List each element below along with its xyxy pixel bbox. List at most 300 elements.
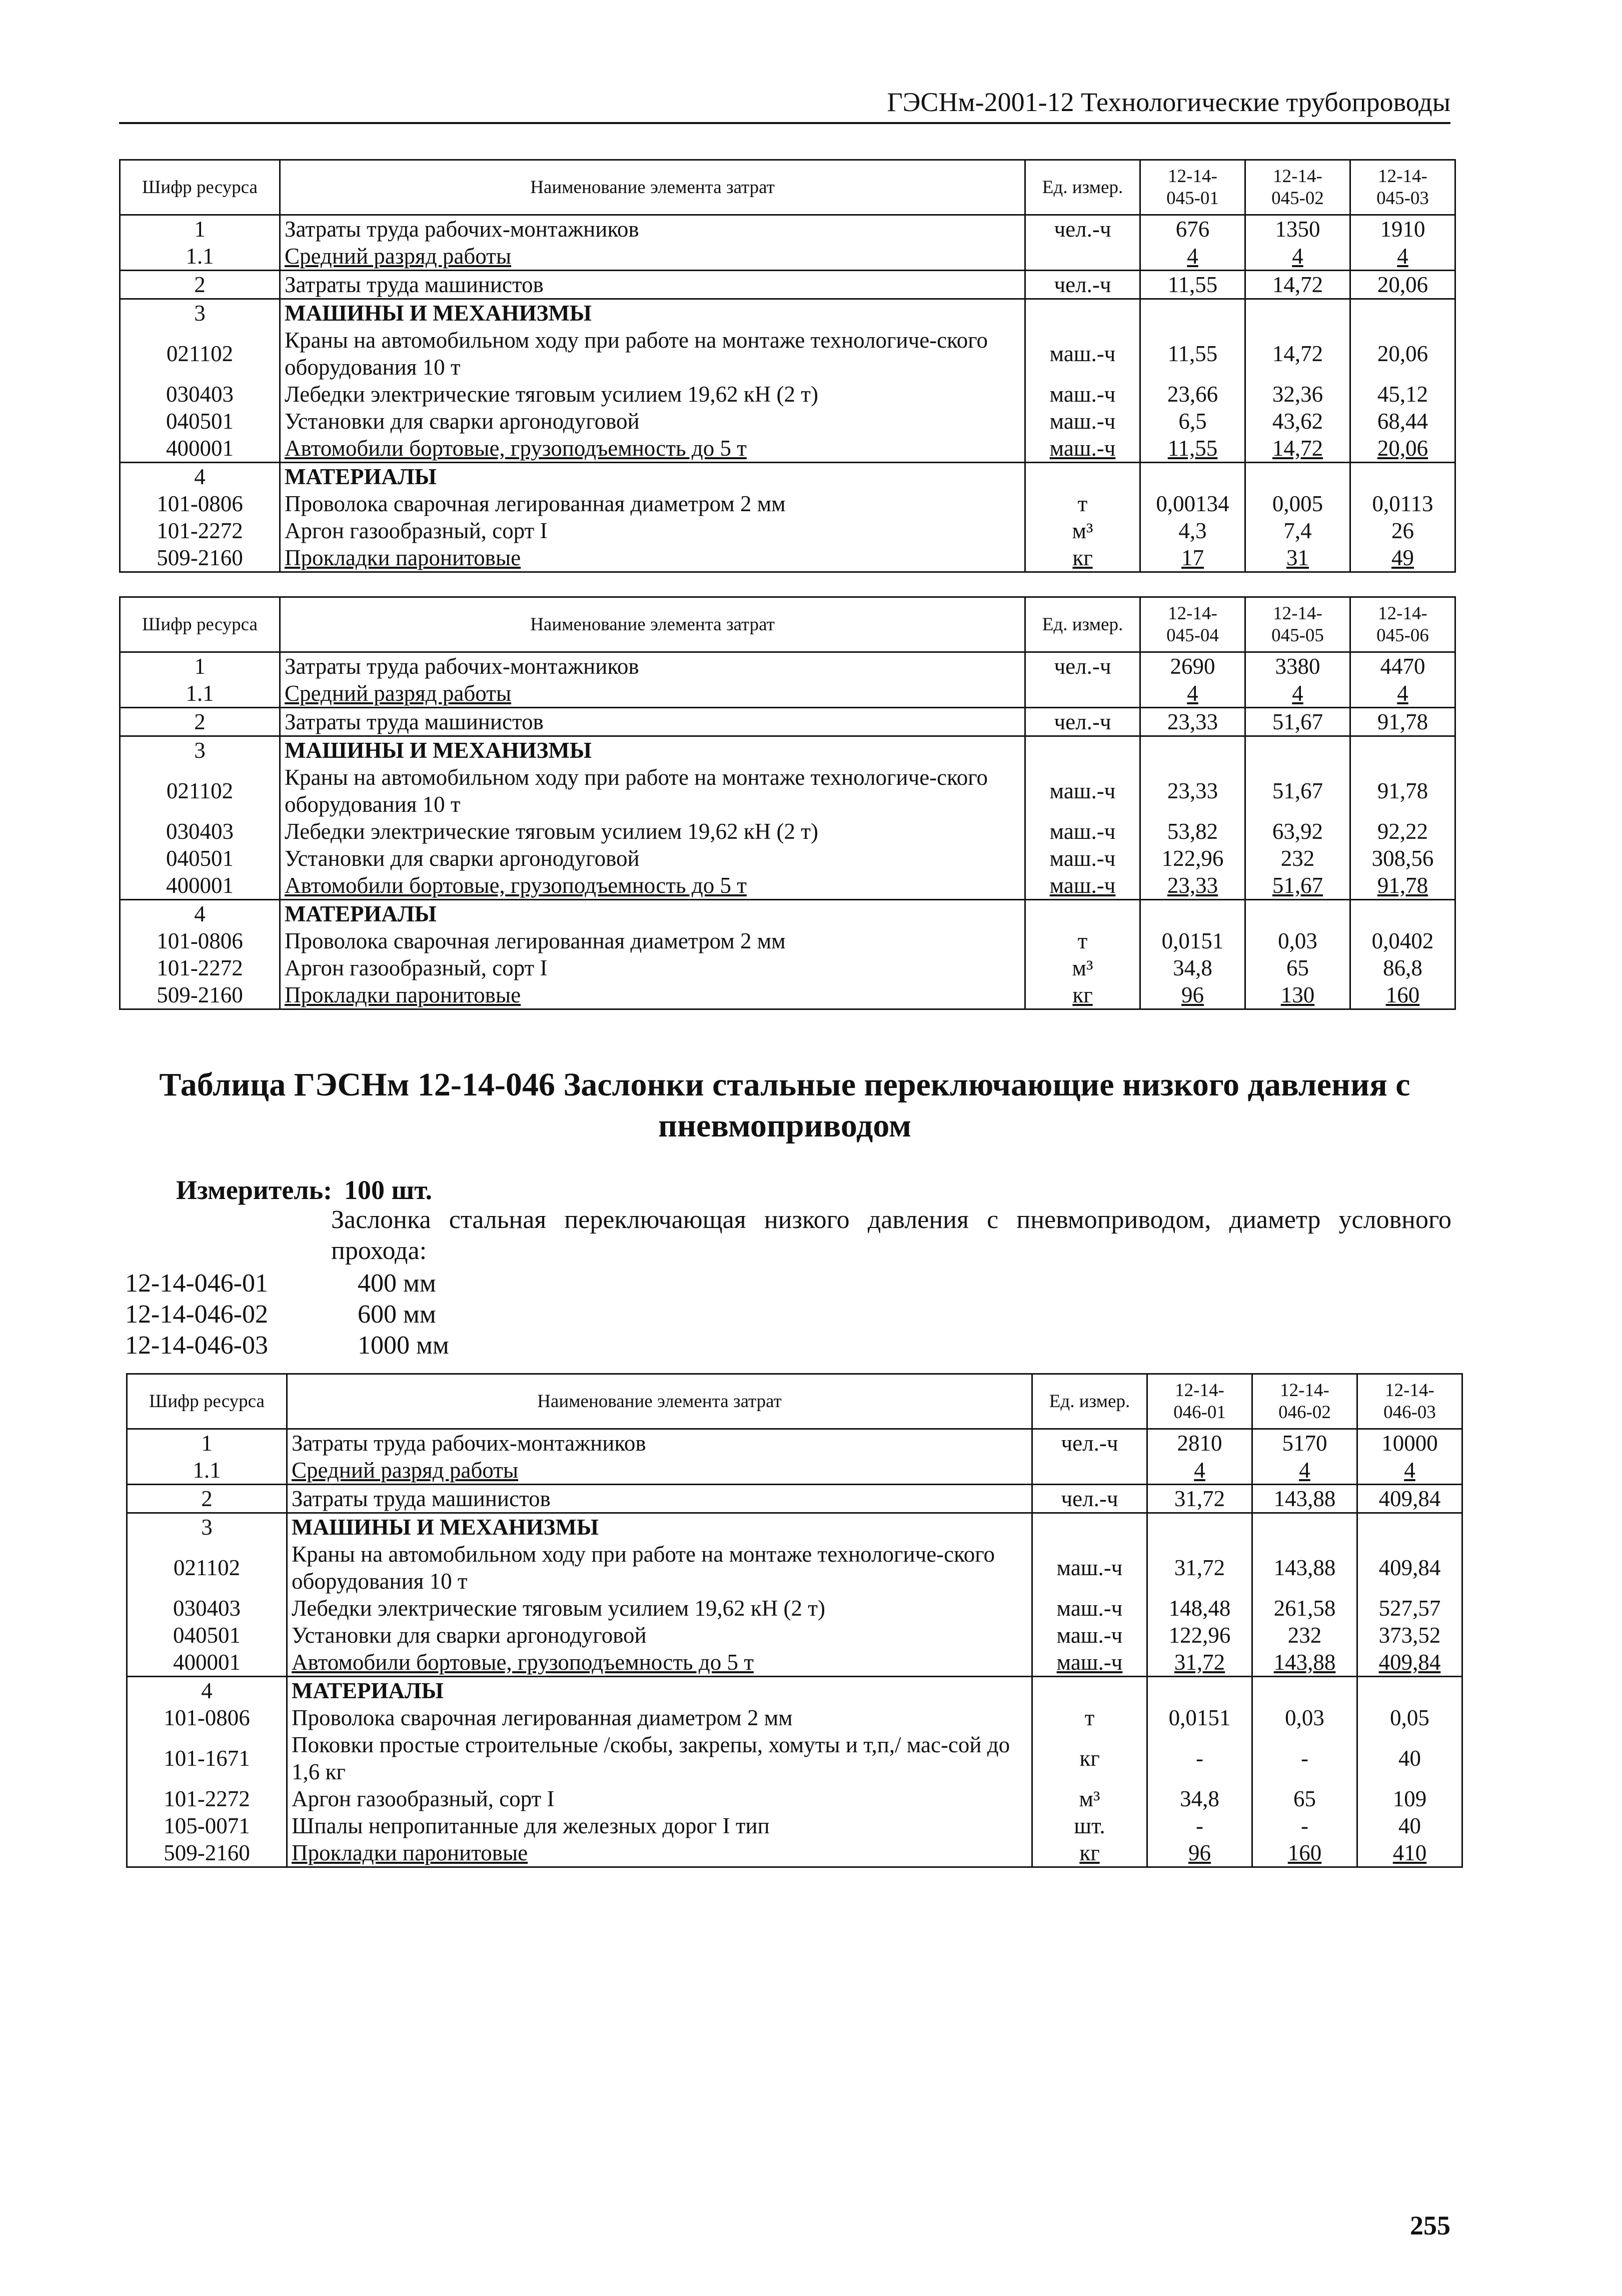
- resource-code: 3: [127, 1513, 287, 1541]
- cost-element-name: Прокладки паронитовые: [280, 981, 1025, 1009]
- column-header-name: Наименование элемента затрат: [287, 1374, 1032, 1429]
- column-header-unit: Ед. измер.: [1025, 160, 1140, 215]
- resource-code: 101-2272: [120, 517, 280, 544]
- table-row: [127, 1812, 1462, 1839]
- value-cell: 86,8: [1350, 954, 1455, 981]
- column-header-name: Наименование элемента затрат: [280, 160, 1025, 215]
- value-cell: 4: [1350, 680, 1455, 708]
- resource-code: 030403: [120, 818, 280, 845]
- resource-code: 3: [120, 736, 280, 764]
- table-row: [120, 652, 1455, 680]
- cost-element-name: Затраты труда машинистов: [287, 1485, 1032, 1513]
- unit-cell: маш.-ч: [1025, 872, 1140, 900]
- variant-size: 400 мм: [358, 1269, 436, 1298]
- cost-element-name: МАТЕРИАЛЫ: [287, 1677, 1032, 1705]
- value-cell: 308,56: [1350, 845, 1455, 872]
- value-cell: 31,72: [1147, 1485, 1252, 1513]
- table-header-row: [120, 160, 1455, 215]
- value-cell: 14,72: [1245, 327, 1350, 381]
- column-header-name: Наименование элемента затрат: [280, 597, 1025, 652]
- unit-cell: маш.-ч: [1025, 435, 1140, 463]
- cost-element-name: Аргон газообразный, сорт I: [280, 517, 1025, 544]
- resource-code: 4: [120, 463, 280, 491]
- table-row: [127, 1541, 1462, 1595]
- cost-element-name: МАШИНЫ И МЕХАНИЗМЫ: [280, 299, 1025, 327]
- value-cell: 14,72: [1245, 271, 1350, 299]
- value-cell: 2810: [1147, 1429, 1252, 1457]
- cost-element-name: МАТЕРИАЛЫ: [280, 900, 1025, 928]
- table-row: [127, 1513, 1462, 1541]
- table-row: [127, 1677, 1462, 1705]
- resource-code: 105-0071: [127, 1812, 287, 1839]
- cost-element-name: Затраты труда рабочих-монтажников: [280, 652, 1025, 680]
- measure-label: Измеритель:: [176, 1175, 333, 1205]
- value-cell: 4: [1245, 243, 1350, 271]
- table-row: [120, 381, 1455, 408]
- value-cell: 4: [1252, 1457, 1357, 1485]
- table-row: [127, 1785, 1462, 1812]
- cost-element-name: Лебедки электрические тяговым усилием 19,62 кН (2 т): [280, 381, 1025, 408]
- page-number: 255: [1410, 2210, 1450, 2240]
- value-cell: 2690: [1140, 652, 1245, 680]
- value-cell: 31: [1245, 544, 1350, 572]
- resource-code: 021102: [120, 764, 280, 818]
- unit-cell: шт.: [1032, 1812, 1147, 1839]
- column-header-code: Шифр ресурса: [120, 597, 280, 652]
- value-cell: [1350, 299, 1455, 327]
- cost-element-name: Прокладки паронитовые: [287, 1839, 1032, 1867]
- value-cell: 148,48: [1147, 1595, 1252, 1622]
- unit-cell: т: [1032, 1704, 1147, 1731]
- unit-cell: кг: [1025, 544, 1140, 572]
- value-cell: 0,00134: [1140, 490, 1245, 517]
- value-cell: 0,0113: [1350, 490, 1455, 517]
- value-cell: [1350, 736, 1455, 764]
- value-cell: 0,005: [1245, 490, 1350, 517]
- value-cell: 96: [1140, 981, 1245, 1009]
- value-cell: 20,06: [1350, 271, 1455, 299]
- unit-cell: кг: [1032, 1731, 1147, 1785]
- resource-code: 509-2160: [120, 544, 280, 572]
- value-cell: 0,0151: [1140, 927, 1245, 954]
- value-cell: 122,96: [1140, 845, 1245, 872]
- cost-element-name: МАШИНЫ И МЕХАНИЗМЫ: [287, 1513, 1032, 1541]
- value-cell: 4,3: [1140, 517, 1245, 544]
- table-header-row: [120, 597, 1455, 652]
- column-header-norm-code: 12-14- 045-03: [1350, 160, 1455, 215]
- table-row: [120, 544, 1455, 572]
- unit-cell: маш.-ч: [1032, 1622, 1147, 1649]
- unit-cell: маш.-ч: [1025, 818, 1140, 845]
- value-cell: 31,72: [1147, 1541, 1252, 1595]
- resource-code: 400001: [127, 1649, 287, 1677]
- value-cell: 0,03: [1245, 927, 1350, 954]
- value-cell: 232: [1252, 1622, 1357, 1649]
- value-cell: 63,92: [1245, 818, 1350, 845]
- value-cell: 43,62: [1245, 408, 1350, 435]
- variant-code: 12-14-046-02: [125, 1300, 268, 1329]
- unit-cell: чел.-ч: [1025, 215, 1140, 243]
- resource-code: 101-0806: [120, 490, 280, 517]
- unit-cell: [1025, 900, 1140, 928]
- cost-element-name: Лебедки электрические тяговым усилием 19,62 кН (2 т): [287, 1595, 1032, 1622]
- resource-code: 400001: [120, 435, 280, 463]
- resource-code: 2: [120, 271, 280, 299]
- unit-cell: маш.-ч: [1032, 1595, 1147, 1622]
- unit-cell: [1025, 680, 1140, 708]
- value-cell: -: [1252, 1812, 1357, 1839]
- value-cell: 160: [1350, 981, 1455, 1009]
- resource-code: 2: [120, 708, 280, 736]
- table-row: [120, 708, 1455, 736]
- column-header-norm-code: 12-14- 046-02: [1252, 1374, 1357, 1429]
- section-title: Таблица ГЭСНм 12-14-046 Заслонки стальные переключающие низкого давления с пневмоприводом: [159, 1066, 1410, 1144]
- cost-element-name: Краны на автомобильном ходу при работе на монтаже технологиче-ского оборудования 10 т: [280, 764, 1025, 818]
- table-row: [127, 1622, 1462, 1649]
- value-cell: 49: [1350, 544, 1455, 572]
- table-row: [127, 1485, 1462, 1513]
- value-cell: 0,05: [1357, 1704, 1462, 1731]
- table-row: [120, 408, 1455, 435]
- unit-cell: чел.-ч: [1025, 708, 1140, 736]
- resource-code: 101-1671: [127, 1731, 287, 1785]
- value-cell: 26: [1350, 517, 1455, 544]
- cost-element-name: Средний разряд работы: [280, 243, 1025, 271]
- table-row: [120, 435, 1455, 463]
- resource-code: 1.1: [120, 680, 280, 708]
- unit-cell: чел.-ч: [1025, 271, 1140, 299]
- unit-cell: т: [1025, 927, 1140, 954]
- value-cell: [1357, 1677, 1462, 1705]
- cost-element-name: Проволока сварочная легированная диаметром 2 мм: [287, 1704, 1032, 1731]
- resource-code: 101-0806: [120, 927, 280, 954]
- value-cell: 4: [1140, 680, 1245, 708]
- resource-code: 4: [120, 900, 280, 928]
- cost-element-name: Проволока сварочная легированная диаметром 2 мм: [280, 490, 1025, 517]
- value-cell: 143,88: [1252, 1541, 1357, 1595]
- value-cell: 32,36: [1245, 381, 1350, 408]
- table-row: [120, 845, 1455, 872]
- value-cell: 143,88: [1252, 1485, 1357, 1513]
- value-cell: 92,22: [1350, 818, 1455, 845]
- table-row: [127, 1649, 1462, 1677]
- resource-code: 1.1: [120, 243, 280, 271]
- value-cell: 410: [1357, 1839, 1462, 1867]
- value-cell: 65: [1245, 954, 1350, 981]
- value-cell: -: [1147, 1731, 1252, 1785]
- value-cell: 31,72: [1147, 1649, 1252, 1677]
- value-cell: 51,67: [1245, 708, 1350, 736]
- column-header-norm-code: 12-14- 045-05: [1245, 597, 1350, 652]
- resource-code: 030403: [120, 381, 280, 408]
- cost-element-name: Установки для сварки аргонодуговой: [287, 1622, 1032, 1649]
- value-cell: -: [1147, 1812, 1252, 1839]
- resource-code: 509-2160: [127, 1839, 287, 1867]
- column-header-norm-code: 12-14- 045-04: [1140, 597, 1245, 652]
- table-row: [120, 680, 1455, 708]
- value-cell: 23,33: [1140, 872, 1245, 900]
- value-cell: 409,84: [1357, 1541, 1462, 1595]
- cost-element-name: Затраты труда рабочих-монтажников: [287, 1429, 1032, 1457]
- resource-code: 1: [127, 1429, 287, 1457]
- value-cell: 4: [1357, 1457, 1462, 1485]
- cost-element-name: Лебедки электрические тяговым усилием 19,62 кН (2 т): [280, 818, 1025, 845]
- unit-cell: [1025, 463, 1140, 491]
- value-cell: [1245, 463, 1350, 491]
- cost-element-name: Проволока сварочная легированная диаметром 2 мм: [280, 927, 1025, 954]
- value-cell: 4: [1350, 243, 1455, 271]
- cost-element-name: Автомобили бортовые, грузоподъемность до 5 т: [280, 872, 1025, 900]
- description-line-2: прохода:: [331, 1237, 427, 1265]
- value-cell: 409,84: [1357, 1485, 1462, 1513]
- value-cell: 91,78: [1350, 872, 1455, 900]
- value-cell: [1252, 1513, 1357, 1541]
- table-header-row: [127, 1374, 1462, 1429]
- unit-cell: м³: [1025, 517, 1140, 544]
- cost-element-name: Автомобили бортовые, грузоподъемность до 5 т: [280, 435, 1025, 463]
- table-row: [127, 1457, 1462, 1485]
- value-cell: [1140, 736, 1245, 764]
- table-row: [120, 215, 1455, 243]
- variant-code: 12-14-046-03: [125, 1331, 268, 1360]
- value-cell: 261,58: [1252, 1595, 1357, 1622]
- value-cell: 4: [1245, 680, 1350, 708]
- resource-code: 2: [127, 1485, 287, 1513]
- value-cell: 143,88: [1252, 1649, 1357, 1677]
- table-row: [120, 299, 1455, 327]
- value-cell: 122,96: [1147, 1622, 1252, 1649]
- resource-code: 021102: [120, 327, 280, 381]
- running-header: ГЭСНм-2001-12 Технологические трубопроводы: [119, 84, 1450, 124]
- variant-code: 12-14-046-01: [125, 1269, 268, 1298]
- value-cell: 11,55: [1140, 271, 1245, 299]
- table-row: [120, 327, 1455, 381]
- cost-element-name: Прокладки паронитовые: [280, 544, 1025, 572]
- unit-cell: [1025, 736, 1140, 764]
- value-cell: 0,0151: [1147, 1704, 1252, 1731]
- column-header-norm-code: 12-14- 045-01: [1140, 160, 1245, 215]
- value-cell: [1357, 1513, 1462, 1541]
- value-cell: 1910: [1350, 215, 1455, 243]
- unit-cell: кг: [1025, 981, 1140, 1009]
- resource-code: 040501: [127, 1622, 287, 1649]
- unit-cell: маш.-ч: [1025, 764, 1140, 818]
- value-cell: 10000: [1357, 1429, 1462, 1457]
- table-row: [120, 927, 1455, 954]
- unit-cell: маш.-ч: [1025, 327, 1140, 381]
- value-cell: 676: [1140, 215, 1245, 243]
- variant-size: 600 мм: [358, 1300, 436, 1329]
- table-row: [120, 517, 1455, 544]
- value-cell: [1140, 900, 1245, 928]
- resource-code: 101-0806: [127, 1704, 287, 1731]
- table-row: [120, 900, 1455, 928]
- table-row: [120, 736, 1455, 764]
- value-cell: 23,33: [1140, 708, 1245, 736]
- value-cell: 14,72: [1245, 435, 1350, 463]
- unit-cell: [1032, 1677, 1147, 1705]
- value-cell: 0,0402: [1350, 927, 1455, 954]
- unit-cell: кг: [1032, 1839, 1147, 1867]
- cost-element-name: Средний разряд работы: [280, 680, 1025, 708]
- cost-element-name: Установки для сварки аргонодуговой: [280, 845, 1025, 872]
- table-row: [120, 981, 1455, 1009]
- value-cell: 4: [1140, 243, 1245, 271]
- value-cell: 6,5: [1140, 408, 1245, 435]
- resource-code: 3: [120, 299, 280, 327]
- value-cell: 4: [1147, 1457, 1252, 1485]
- table-row: [120, 872, 1455, 900]
- column-header-code: Шифр ресурса: [120, 160, 280, 215]
- table-row: [127, 1595, 1462, 1622]
- cost-element-name: Средний разряд работы: [287, 1457, 1032, 1485]
- unit-cell: чел.-ч: [1032, 1485, 1147, 1513]
- value-cell: [1252, 1677, 1357, 1705]
- resource-table-045-04-06: [119, 596, 1456, 1010]
- cost-element-name: Затраты труда машинистов: [280, 271, 1025, 299]
- value-cell: 20,06: [1350, 327, 1455, 381]
- value-cell: [1350, 463, 1455, 491]
- value-cell: 527,57: [1357, 1595, 1462, 1622]
- cost-element-name: Краны на автомобильном ходу при работе на монтаже технологиче-ского оборудования 10 т: [280, 327, 1025, 381]
- column-header-unit: Ед. измер.: [1032, 1374, 1147, 1429]
- value-cell: 51,67: [1245, 764, 1350, 818]
- table-row: [127, 1731, 1462, 1785]
- value-cell: 3380: [1245, 652, 1350, 680]
- value-cell: 11,55: [1140, 435, 1245, 463]
- value-cell: 232: [1245, 845, 1350, 872]
- value-cell: 53,82: [1140, 818, 1245, 845]
- resource-code: 101-2272: [120, 954, 280, 981]
- unit-cell: маш.-ч: [1032, 1541, 1147, 1595]
- value-cell: 34,8: [1140, 954, 1245, 981]
- value-cell: 130: [1245, 981, 1350, 1009]
- resource-code: 400001: [120, 872, 280, 900]
- variant-size: 1000 мм: [358, 1331, 449, 1360]
- value-cell: 40: [1357, 1812, 1462, 1839]
- value-cell: 20,06: [1350, 435, 1455, 463]
- table-row: [127, 1704, 1462, 1731]
- cost-element-name: Шпалы непропитанные для железных дорог I тип: [287, 1812, 1032, 1839]
- cost-element-name: Поковки простые строительные /скобы, закрепы, хомуты и т,п,/ мас-сой до 1,6 кг: [287, 1731, 1032, 1785]
- column-header-unit: Ед. измер.: [1025, 597, 1140, 652]
- unit-cell: маш.-ч: [1025, 381, 1140, 408]
- cost-element-name: Затраты труда машинистов: [280, 708, 1025, 736]
- column-header-norm-code: 12-14- 045-06: [1350, 597, 1455, 652]
- column-header-norm-code: 12-14- 045-02: [1245, 160, 1350, 215]
- column-header-code: Шифр ресурса: [127, 1374, 287, 1429]
- unit-cell: м³: [1032, 1785, 1147, 1812]
- table-row: [120, 463, 1455, 491]
- table-row: [120, 271, 1455, 299]
- unit-cell: маш.-ч: [1032, 1649, 1147, 1677]
- cost-element-name: Краны на автомобильном ходу при работе на монтаже технологиче-ского оборудования 10 т: [287, 1541, 1032, 1595]
- resource-code: 021102: [127, 1541, 287, 1595]
- resource-table-045-01-03: [119, 159, 1456, 573]
- unit-cell: маш.-ч: [1025, 408, 1140, 435]
- unit-cell: [1032, 1513, 1147, 1541]
- value-cell: 5170: [1252, 1429, 1357, 1457]
- cost-element-name: Затраты труда рабочих-монтажников: [280, 215, 1025, 243]
- unit-cell: м³: [1025, 954, 1140, 981]
- unit-cell: чел.-ч: [1032, 1429, 1147, 1457]
- table-row: [120, 490, 1455, 517]
- value-cell: [1147, 1513, 1252, 1541]
- resource-code: 4: [127, 1677, 287, 1705]
- measure-value: 100 шт.: [344, 1175, 433, 1205]
- resource-code: 1: [120, 652, 280, 680]
- resource-code: 040501: [120, 408, 280, 435]
- cost-element-name: Аргон газообразный, сорт I: [280, 954, 1025, 981]
- unit-cell: маш.-ч: [1025, 845, 1140, 872]
- cost-element-name: МАШИНЫ И МЕХАНИЗМЫ: [280, 736, 1025, 764]
- resource-code: 509-2160: [120, 981, 280, 1009]
- resource-code: 030403: [127, 1595, 287, 1622]
- resource-code: 1.1: [127, 1457, 287, 1485]
- value-cell: [1140, 299, 1245, 327]
- table-row: [127, 1429, 1462, 1457]
- unit-cell: [1032, 1457, 1147, 1485]
- value-cell: 23,66: [1140, 381, 1245, 408]
- cost-element-name: Автомобили бортовые, грузоподъемность до 5 т: [287, 1649, 1032, 1677]
- unit-cell: [1025, 299, 1140, 327]
- table-row: [127, 1839, 1462, 1867]
- value-cell: 0,03: [1252, 1704, 1357, 1731]
- resource-code: 101-2272: [127, 1785, 287, 1812]
- value-cell: 45,12: [1350, 381, 1455, 408]
- value-cell: 40: [1357, 1731, 1462, 1785]
- value-cell: 51,67: [1245, 872, 1350, 900]
- value-cell: 68,44: [1350, 408, 1455, 435]
- value-cell: 23,33: [1140, 764, 1245, 818]
- value-cell: 91,78: [1350, 764, 1455, 818]
- value-cell: 91,78: [1350, 708, 1455, 736]
- resource-code: 040501: [120, 845, 280, 872]
- value-cell: 373,52: [1357, 1622, 1462, 1649]
- value-cell: [1350, 900, 1455, 928]
- value-cell: 109: [1357, 1785, 1462, 1812]
- value-cell: 7,4: [1245, 517, 1350, 544]
- value-cell: 65: [1252, 1785, 1357, 1812]
- resource-code: 1: [120, 215, 280, 243]
- value-cell: 17: [1140, 544, 1245, 572]
- value-cell: 11,55: [1140, 327, 1245, 381]
- value-cell: [1245, 736, 1350, 764]
- description-line-1: Заслонка стальная переключающая низкого давления с пневмоприводом, диаметр условного: [331, 1206, 1451, 1234]
- value-cell: -: [1252, 1731, 1357, 1785]
- table-row: [120, 818, 1455, 845]
- cost-element-name: МАТЕРИАЛЫ: [280, 463, 1025, 491]
- cost-element-name: Установки для сварки аргонодуговой: [280, 408, 1025, 435]
- value-cell: 96: [1147, 1839, 1252, 1867]
- unit-cell: чел.-ч: [1025, 652, 1140, 680]
- table-row: [120, 954, 1455, 981]
- value-cell: 4470: [1350, 652, 1455, 680]
- value-cell: [1140, 463, 1245, 491]
- column-header-norm-code: 12-14- 046-01: [1147, 1374, 1252, 1429]
- resource-table-046-01-03: [126, 1373, 1463, 1868]
- column-header-norm-code: 12-14- 046-03: [1357, 1374, 1462, 1429]
- cost-element-name: Аргон газообразный, сорт I: [287, 1785, 1032, 1812]
- value-cell: [1147, 1677, 1252, 1705]
- value-cell: 409,84: [1357, 1649, 1462, 1677]
- unit-cell: [1025, 243, 1140, 271]
- value-cell: 1350: [1245, 215, 1350, 243]
- value-cell: 160: [1252, 1839, 1357, 1867]
- table-row: [120, 243, 1455, 271]
- value-cell: [1245, 900, 1350, 928]
- table-row: [120, 764, 1455, 818]
